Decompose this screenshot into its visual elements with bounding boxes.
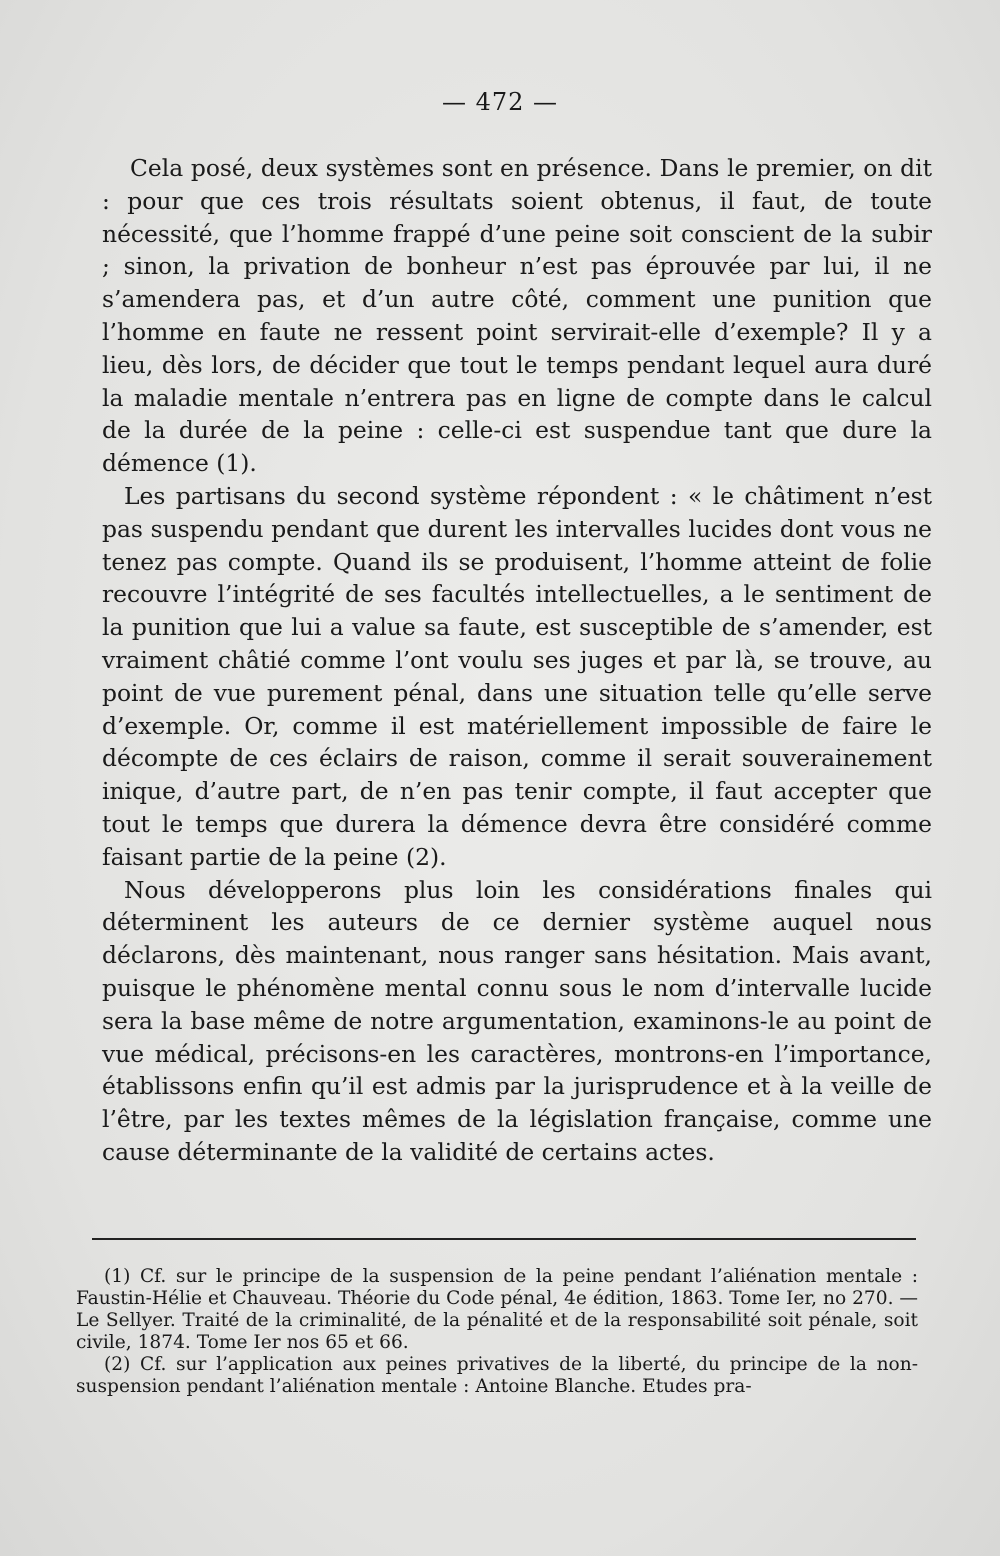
paragraph-1: Cela posé, deux systèmes sont en présence. Dans le premier, on dit : pour que ces trois résultats soient obtenus, il faut, de toute nécessité, que l’homme frappé d’une peine soit conscient de la subir ; sinon, la privation de bonheur n’est pas éprouvée par lui, il ne s’amendera pas, et d’un autre côté, comment une punition que l’homme en faute ne ressent point servirait-elle d’exemple? Il y a lieu, dès lors, de décider que tout le temps pendant lequel aura duré la maladie mentale n’entrera pas en ligne de compte dans le calcul de la durée de la peine : celle-ci est suspendue tant que dure la démence (1). — [102, 154, 932, 478]
footnote-1: (1) Cf. sur le principe de la suspension de la peine pendant l’aliénation mentale : Faustin-Hélie et Chauveau. Théorie du Code pénal, 4e édition, 1863. Tome Ier, no 270. — Le Sellyer. Traité de la criminalité, de la pénalité et de la responsabilité soit pénale, soit civile, 1874. Tome Ier nos 65 et 66. — [76, 1266, 918, 1353]
footnotes — [76, 1266, 918, 1398]
footnote-separator — [92, 1238, 916, 1240]
footnote-2: (2) Cf. sur l’application aux peines privatives de la liberté, du principe de la non-suspension pendant l’aliénation mentale : Antoine Blanche. Etudes pra- — [76, 1354, 918, 1397]
main-text — [102, 152, 932, 1169]
page-number: — 472 — — [441, 88, 559, 116]
paragraph-2: Les partisans du second système répondent : « le châtiment n’est pas suspendu pendant que durent les intervalles lucides dont vous ne tenez pas compte. Quand ils se produisent, l’homme atteint de folie recouvre l’intégrité de ses facultés intellectuelles, a le sentiment de la punition que lui a value sa faute, est susceptible de s’amender, est vraiment châtié comme l’ont voulu ses juges et par là, se trouve, au point de vue purement pénal, dans une situation telle qu’elle serve d’exemple. Or, comme il est matériellement impossible de faire le décompte de ces éclairs de raison, comme il serait souverainement inique, d’autre part, de n’en pas tenir compte, il faut accepter que tout le temps que durera la démence devra être considéré comme faisant partie de la peine (2). — [102, 481, 932, 871]
paragraph-3: Nous développerons plus loin les considérations finales qui déterminent les auteurs de ce dernier système auquel nous déclarons, dès maintenant, nous ranger sans hésitation. Mais avant, puisque le phénomène mental connu sous le nom d’intervalle lucide sera la base même de notre argumentation, examinons-le au point de vue médical, précisons-en les caractères, montrons-en l’importance, établissons enfin qu’il est admis par la jurisprudence et à la veille de l’être, par les textes mêmes de la législation française, comme une cause déterminante de la validité de certains actes. — [102, 875, 932, 1166]
